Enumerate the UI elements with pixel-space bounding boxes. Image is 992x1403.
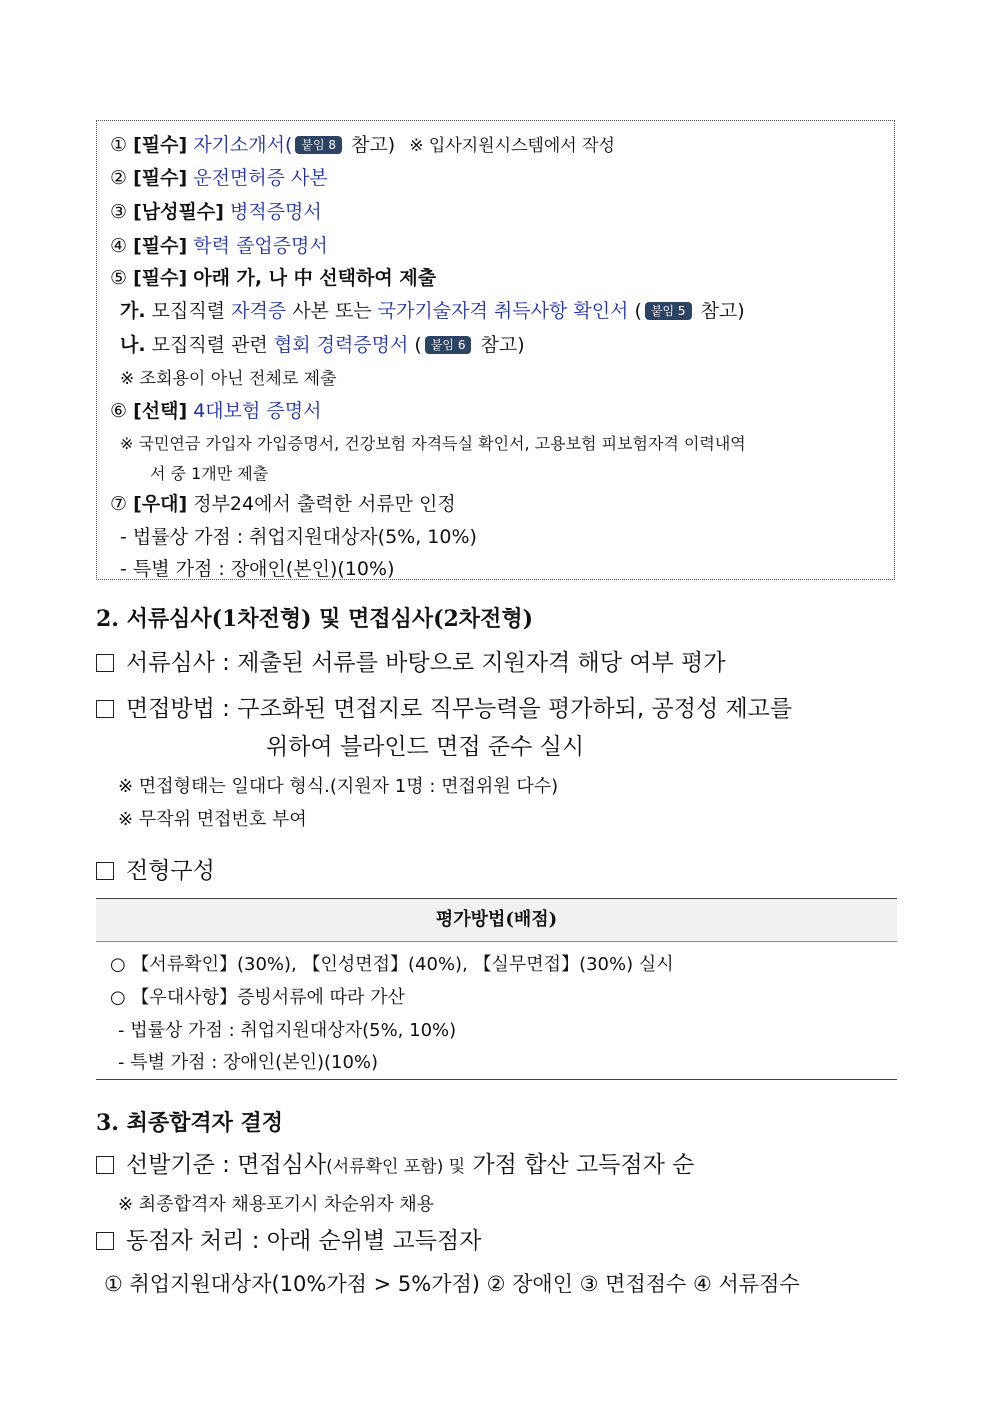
item-tag: [필수]	[133, 267, 188, 289]
alternate-hire-note: ※ 최종합격자 채용포기시 차순위자 채용	[118, 1194, 435, 1215]
doc-item-4	[110, 234, 328, 258]
composition-line	[96, 856, 215, 886]
option-label: 가.	[120, 300, 146, 322]
item-tag: [필수]	[133, 134, 188, 156]
attachment-badge: 붙임 6	[425, 336, 472, 354]
evaluation-row-weights: ○ 【서류확인】(30%), 【인성면접】(40%), 【실무면접】(30%) 실시	[110, 954, 674, 975]
item-tag: [선택]	[133, 400, 188, 422]
option-label: 나.	[120, 334, 146, 356]
item-number: ⑦	[110, 493, 128, 515]
evaluation-row-special: - 특별 가점 : 장애인(본인)(10%)	[118, 1052, 379, 1073]
doc-review-text: 서류심사 : 제출된 서류를 바탕으로 지원자격 해당 여부 평가	[126, 650, 726, 676]
option-text: 사본 또는	[292, 300, 372, 322]
note-full-submission: ※ 조회용이 아닌 전체로 제출	[120, 369, 337, 389]
interview-method-text-cont: 위하여 블라인드 면접 준수 실시	[266, 734, 585, 760]
option-document: 자격증	[231, 300, 287, 322]
item-document: 운전면허증 사본	[193, 167, 328, 189]
item-document: 4대보험 증명서	[193, 400, 322, 422]
tie-break-text: 동점자 처리 : 아래 순위별 고득점자	[126, 1228, 482, 1254]
option-document: 협회 경력증명서	[273, 334, 409, 356]
item-document: 자기소개서(	[193, 134, 293, 156]
item-ref: 참고)	[351, 134, 396, 156]
attachment-badge: 붙임 5	[645, 302, 692, 320]
evaluation-table	[96, 898, 897, 1082]
doc-option-na	[120, 333, 525, 357]
option-ref: 참고)	[700, 300, 745, 322]
option-paren: (	[414, 334, 422, 356]
checkbox-icon	[96, 700, 114, 718]
item-number: ④	[110, 235, 128, 257]
note-insurance: ※ 국민연금 가입자 가입증명서, 건강보험 자격득실 확인서, 고용보험 피보험자격 이력내역	[120, 434, 746, 453]
preference-special: - 특별 가점 : 장애인(본인)(10%)	[120, 558, 395, 580]
item-number: ②	[110, 167, 128, 189]
item-tag: [필수]	[133, 167, 188, 189]
doc-item-5	[110, 266, 436, 290]
doc-option-ga	[120, 299, 745, 323]
doc-item-1	[110, 133, 615, 158]
criteria-text-post: 가점 합산 고득점자 순	[472, 1152, 695, 1178]
criteria-text: 선발기준 : 면접심사	[126, 1152, 327, 1178]
section-3-heading: 3. 최종합격자 결정	[96, 1110, 284, 1136]
tie-break-order: ① 취업지원대상자(10%가점 > 5%가점) ② 장애인 ③ 면접점수 ④ 서류점수	[104, 1272, 800, 1296]
option-document: 국가기술자격 취득사항 확인서	[377, 300, 629, 322]
tie-break-line	[96, 1226, 481, 1256]
option-text: 모집직렬 관련	[151, 334, 268, 356]
item-tag: [우대]	[133, 493, 188, 515]
preference-legal: - 법률상 가점 : 취업지원대상자(5%, 10%)	[120, 526, 477, 548]
doc-item-7	[110, 492, 456, 516]
evaluation-row-legal: - 법률상 가점 : 취업지원대상자(5%, 10%)	[118, 1020, 457, 1041]
evaluation-row-preference: ○ 【우대사항】증빙서류에 따라 가산	[110, 987, 405, 1008]
section-2-heading: 2. 서류심사(1차전형) 및 면접심사(2차전형)	[96, 606, 533, 632]
item-number: ⑤	[110, 267, 128, 289]
option-ref: 참고)	[480, 334, 525, 356]
item-document: 학력 졸업증명서	[193, 235, 328, 257]
evaluation-table-header: 평가방법(배점)	[96, 898, 897, 942]
doc-item-3	[110, 200, 322, 224]
selection-criteria-line	[96, 1150, 694, 1182]
item-number: ⑥	[110, 400, 128, 422]
item-note: ※ 입사지원시스템에서 작성	[409, 136, 615, 156]
item-tag: [필수]	[133, 235, 188, 257]
item-number: ①	[110, 134, 128, 156]
interview-method-line	[96, 694, 792, 724]
option-paren: (	[634, 300, 642, 322]
checkbox-icon	[96, 1156, 114, 1174]
item-text: 아래 가, 나 中 선택하여 제출	[193, 267, 437, 289]
interview-format-note: ※ 면접형태는 일대다 형식.(지원자 1명 : 면접위원 다수)	[118, 776, 559, 797]
item-text: 정부24에서 출력한 서류만 인정	[193, 493, 456, 515]
doc-item-6	[110, 399, 321, 423]
item-tag: [남성필수]	[133, 201, 224, 223]
table-bottom-rule	[96, 1079, 897, 1080]
doc-review-line	[96, 648, 725, 678]
doc-item-2	[110, 166, 328, 190]
checkbox-icon	[96, 654, 114, 672]
checkbox-icon	[96, 1232, 114, 1250]
composition-text: 전형구성	[126, 858, 215, 884]
attachment-badge: 붙임 8	[295, 136, 342, 154]
criteria-small-text: (서류확인 포함) 및	[326, 1157, 466, 1177]
note-insurance-cont: 서 중 1개만 제출	[150, 464, 269, 483]
option-text: 모집직렬	[151, 300, 226, 322]
interview-method-text: 면접방법 : 구조화된 면접지로 직무능력을 평가하되, 공정성 제고를	[126, 696, 793, 722]
interview-number-note: ※ 무작위 면접번호 부여	[118, 809, 307, 830]
checkbox-icon	[96, 862, 114, 880]
item-number: ③	[110, 201, 128, 223]
item-document: 병적증명서	[229, 201, 322, 223]
